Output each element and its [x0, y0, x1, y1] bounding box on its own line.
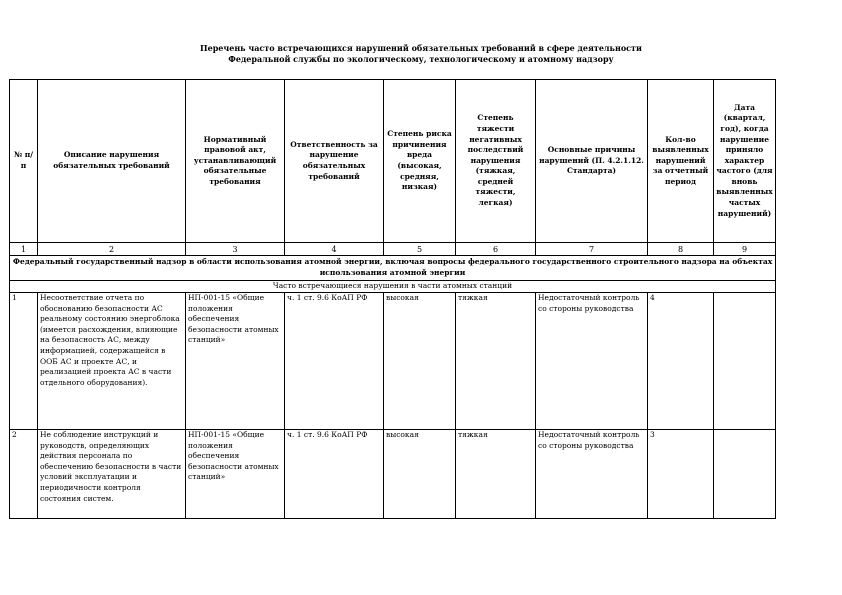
column-number: 3 — [186, 243, 285, 256]
table-row — [10, 293, 776, 430]
row-cause: Недостаточный контроль со стороны руководства — [536, 430, 648, 519]
row-risk: высокая — [384, 293, 456, 430]
header-liability: Ответственность за нарушение обязательных требований — [285, 80, 384, 243]
document-title — [60, 43, 782, 65]
column-number: 8 — [648, 243, 714, 256]
table-row — [10, 430, 776, 519]
row-severity: тяжкая — [456, 430, 536, 519]
header-act: Нормативный правовой акт, устанавливающий обязательные требования — [186, 80, 285, 243]
row-num: 2 — [10, 430, 38, 519]
row-liability: ч. 1 ст. 9.6 КоАП РФ — [285, 430, 384, 519]
column-number-row — [10, 243, 776, 256]
header-date: Дата (квартал, год), когда нарушение приняло характер частого (для вновь выявленных частых нарушений) — [714, 80, 776, 243]
section-row — [10, 256, 776, 281]
row-num: 1 — [10, 293, 38, 430]
row-liability: ч. 1 ст. 9.6 КоАП РФ — [285, 293, 384, 430]
column-number: 5 — [384, 243, 456, 256]
column-number: 7 — [536, 243, 648, 256]
row-severity: тяжкая — [456, 293, 536, 430]
column-number: 1 — [10, 243, 38, 256]
row-risk: высокая — [384, 430, 456, 519]
header-severity: Степень тяжести негативных последствий нарушения (тяжкая, средней тяжести, легкая) — [456, 80, 536, 243]
row-count: 4 — [648, 293, 714, 430]
row-description: Несоответствие отчета по обоснованию безопасности АС реальному состоянию энергоблока (имеется расхождения, влияющие на безопасность АС, между информацией, содержащейся в ООБ АС и проекте АС, и реализацией проекта АС в части отдельного оборудования). — [38, 293, 186, 430]
header-row — [10, 80, 776, 243]
row-description: Не соблюдение инструкций и руководств, определяющих действия персонала по обеспечению безопасности в части условий эксплуатации и периодичности контроля состояния систем. — [38, 430, 186, 519]
violations-table — [9, 79, 776, 519]
header-count: Кол-во выявленных нарушений за отчетный период — [648, 80, 714, 243]
row-act: НП-001-15 «Общие положения обеспечения безопасности атомных станций» — [186, 430, 285, 519]
row-count: 3 — [648, 430, 714, 519]
subsection-title: Часто встречающиеся нарушения в части атомных станций — [10, 281, 776, 293]
title-line-2: Федеральной службы по экологическому, технологическому и атомному надзору — [228, 54, 614, 64]
row-date — [714, 430, 776, 519]
column-number: 4 — [285, 243, 384, 256]
row-cause: Недостаточный контроль со стороны руководства — [536, 293, 648, 430]
subsection-row — [10, 281, 776, 293]
column-number: 2 — [38, 243, 186, 256]
column-number: 6 — [456, 243, 536, 256]
row-act: НП-001-15 «Общие положения обеспечения безопасности атомных станций» — [186, 293, 285, 430]
header-num: № п/п — [10, 80, 38, 243]
header-description: Описание нарушения обязательных требований — [38, 80, 186, 243]
column-number: 9 — [714, 243, 776, 256]
section-title: Федеральный государственный надзор в области использования атомной энергии, включая вопросы федерального государственного строительного надзора на объектах использования атомной энергии — [10, 256, 776, 281]
title-line-1: Перечень часто встречающихся нарушений обязательных требований в сфере деятельности — [200, 43, 642, 53]
header-cause: Основные причины нарушений (П. 4.2.1.12. Стандарта) — [536, 80, 648, 243]
header-risk: Степень риска причинения вреда (высокая, средняя, низкая) — [384, 80, 456, 243]
row-date — [714, 293, 776, 430]
